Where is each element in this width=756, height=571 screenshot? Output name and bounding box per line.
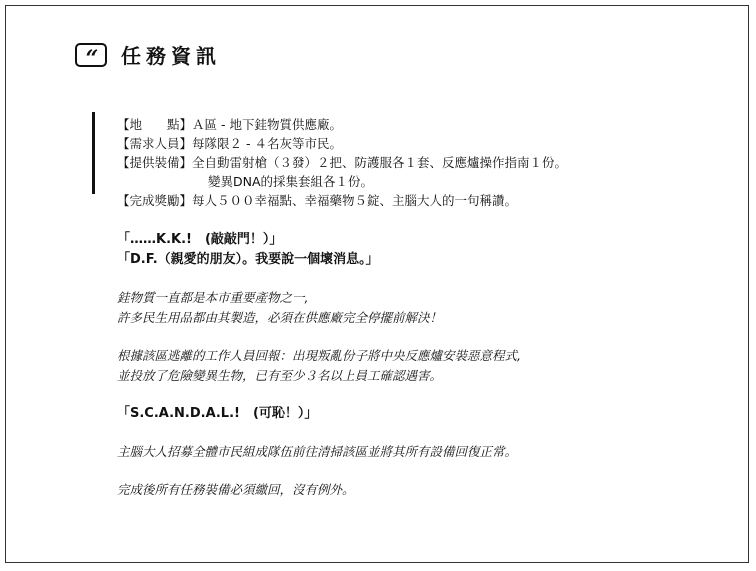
- dialogue-line-2: 「D.F.（親愛的朋友）。我要說一個壞消息。」: [117, 252, 379, 267]
- accent-bar: [92, 112, 95, 194]
- info-row-personnel: [117, 134, 737, 153]
- paragraph-2: [117, 346, 737, 386]
- double-quote-icon: “: [75, 43, 107, 67]
- paragraph-4: 完成後所有任務裝備必須繳回，沒有例外。: [117, 482, 355, 497]
- info-row-reward: [117, 191, 737, 210]
- paragraph-1: [117, 288, 737, 328]
- mission-content: [117, 115, 737, 500]
- info-row-equipment-cont: [117, 172, 737, 191]
- mission-info: [117, 115, 737, 210]
- paragraph-3: 主腦大人招募全體市民組成隊伍前往清掃該區並將其所有設備回復正常。: [117, 444, 518, 459]
- paragraph-1-line-2: 許多民生用品都由其製造，必須在供應廠完全停擺前解決！: [117, 310, 443, 325]
- equipment-value: 全自動雷射槍（３發）２把、防護服各１套、反應爐操作指南１份。: [192, 155, 568, 170]
- page-header: [75, 40, 221, 72]
- location-label: 【地 點】: [117, 117, 193, 132]
- dialogue-block: [117, 230, 737, 270]
- personnel-label: 【需求人員】: [117, 136, 193, 151]
- location-value: Ａ區 - 地下銈物質供應廠。: [192, 117, 342, 132]
- info-row-equipment: [117, 153, 737, 172]
- paragraph-2-line-1: 根據該區逃離的工作人員回報：出現叛亂份子將中央反應爐安裝惡意程式,: [117, 348, 521, 363]
- dialogue-line-1: 「……K.K.! (敲敲門！）」: [117, 232, 283, 247]
- paragraph-1-line-1: 銈物質一直都是本市重要產物之一,: [117, 290, 309, 305]
- page-title: 任務資訊: [121, 44, 221, 68]
- reward-value: 每人５００幸福點、幸福藥物５錠、主腦大人的一句稱讚。: [192, 193, 518, 208]
- paragraph-2-line-2: 並投放了危險變異生物，已有至少３名以上員工確認遇害。: [117, 368, 443, 383]
- personnel-value: 每隊限２ - ４名灰等市民。: [192, 136, 342, 151]
- scandal-line: 「S.C.A.N.D.A.L.! (可恥！）」: [117, 406, 318, 421]
- equipment-value-2: 變異DNA的採集套組各１份。: [208, 174, 374, 189]
- equipment-label: 【提供裝備】: [117, 155, 193, 170]
- reward-label: 【完成獎勵】: [117, 193, 193, 208]
- info-row-location: [117, 115, 737, 134]
